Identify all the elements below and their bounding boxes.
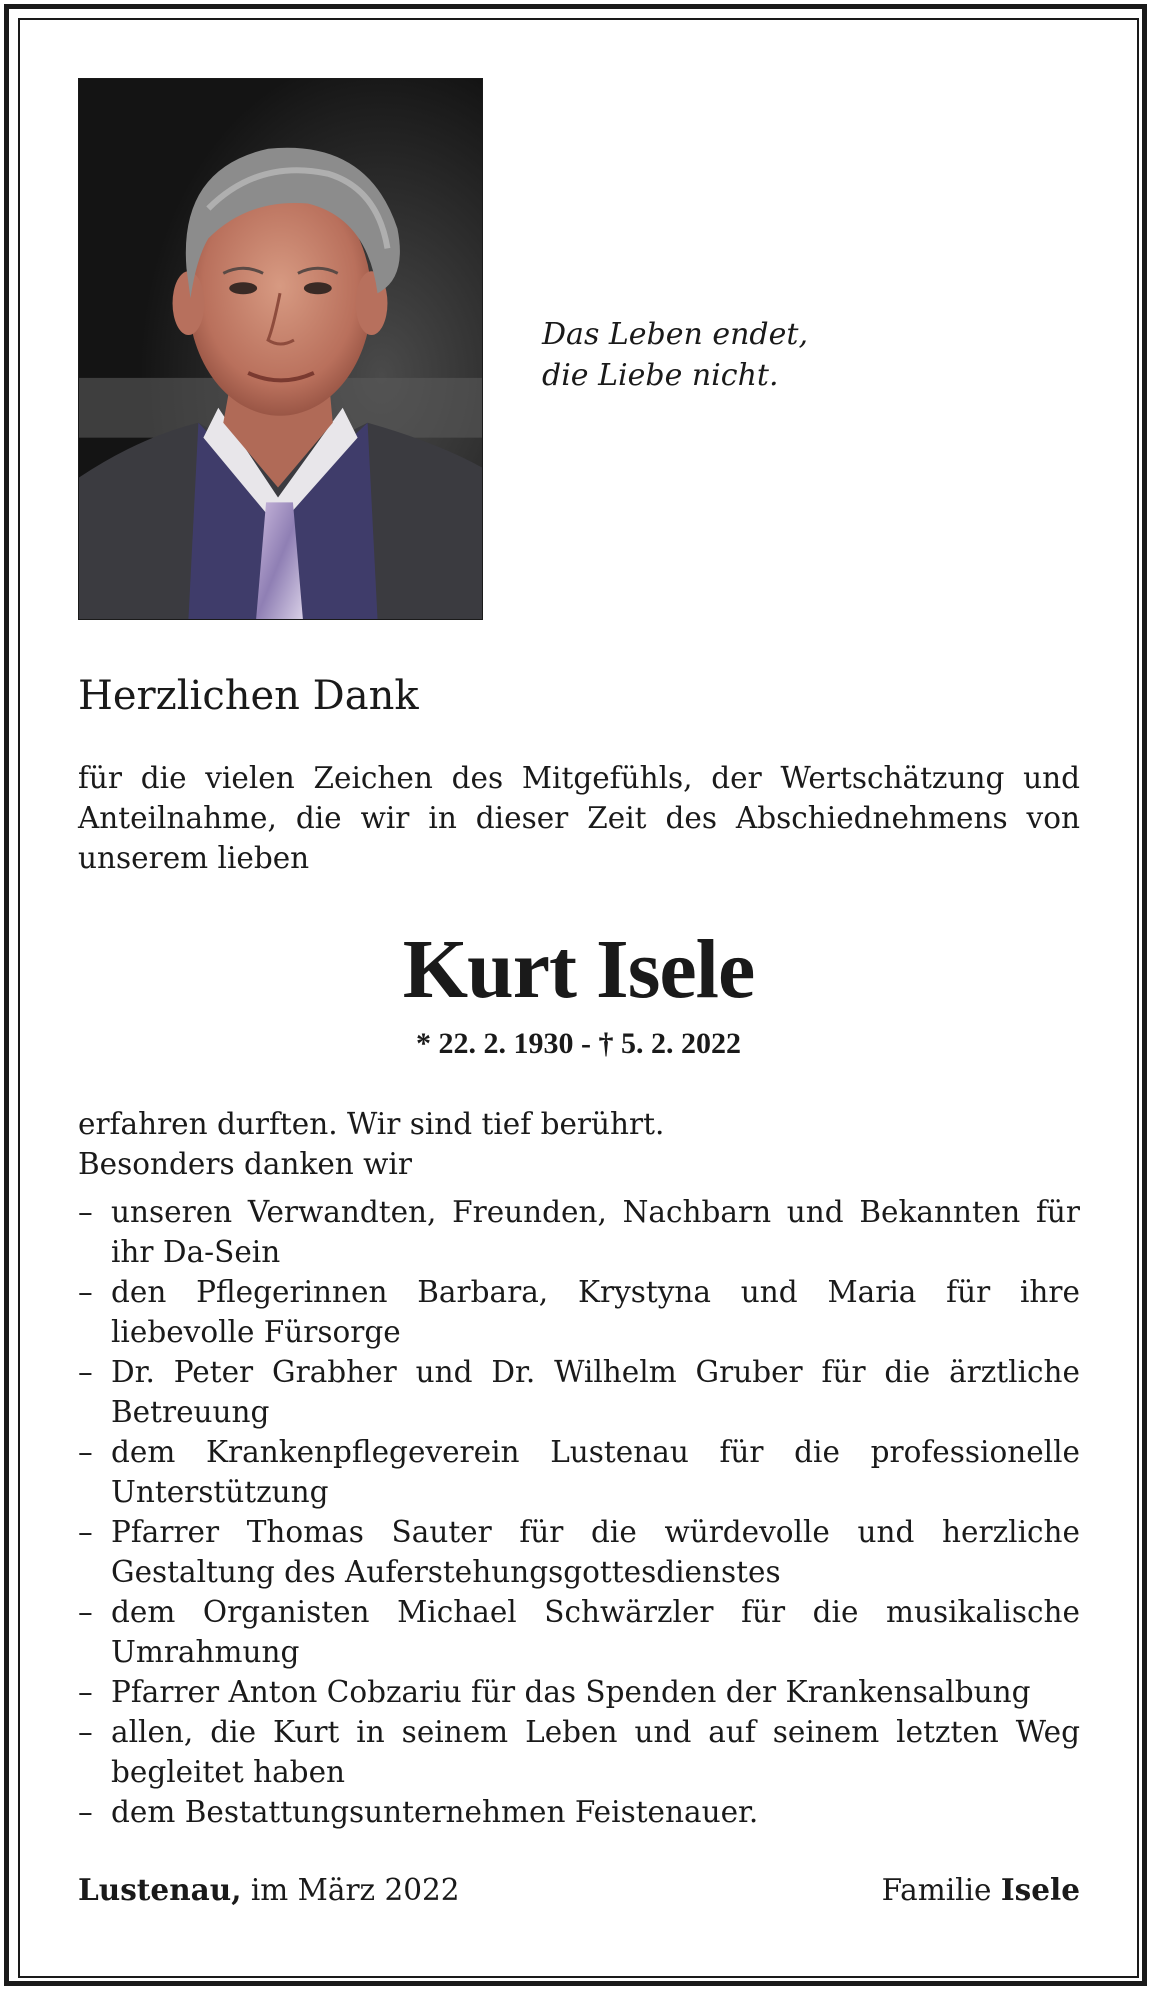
list-item bbox=[78, 1712, 1080, 1792]
dash-bullet: – bbox=[78, 1595, 93, 1629]
thanks-heading: Herzlichen Dank bbox=[78, 673, 419, 719]
motto-line-1: Das Leben endet, bbox=[542, 317, 808, 352]
list-item-text: Pfarrer Thomas Sauter für die würdevolle und herzliche Gestaltung des Auferstehungsgottesdienstes bbox=[111, 1515, 1080, 1589]
deceased-name: Kurt Isele bbox=[402, 923, 755, 1016]
motto-quote bbox=[542, 314, 962, 396]
list-item-text: dem Bestattungsunternehmen Feistenauer. bbox=[111, 1795, 759, 1829]
list-item bbox=[78, 1272, 1080, 1352]
list-item bbox=[78, 1192, 1080, 1272]
motto-line-2: die Liebe nicht. bbox=[542, 358, 779, 393]
dash-bullet: – bbox=[78, 1355, 93, 1389]
date-text: im März 2022 bbox=[241, 1873, 460, 1907]
list-item bbox=[78, 1432, 1080, 1512]
dash-bullet: – bbox=[78, 1435, 93, 1469]
signature-footer bbox=[78, 1870, 1080, 1914]
place-date bbox=[78, 1870, 460, 1910]
place-name: Lustenau, bbox=[78, 1872, 242, 1907]
list-item bbox=[78, 1792, 1080, 1832]
list-item-text: Dr. Peter Grabher und Dr. Wilhelm Gruber für die ärztliche Betreuung bbox=[111, 1355, 1080, 1429]
list-item bbox=[78, 1672, 1080, 1712]
list-item-text: den Pflegerinnen Barbara, Krystyna und Maria für ihre liebevolle Fürsorge bbox=[111, 1275, 1080, 1349]
portrait-photo-icon bbox=[79, 79, 482, 619]
list-item-text: dem Organisten Michael Schwärzler für die musikalische Umrahmung bbox=[111, 1595, 1080, 1669]
family-signature bbox=[882, 1870, 1080, 1910]
after-name-paragraph bbox=[78, 1104, 1080, 1184]
list-item-text: dem Krankenpflegeverein Lustenau für die professionelle Unterstützung bbox=[111, 1435, 1080, 1509]
dash-bullet: – bbox=[78, 1195, 93, 1229]
list-item-text: unseren Verwandten, Freunden, Nachbarn und Bekannten für ihr Da-Sein bbox=[111, 1195, 1080, 1269]
dash-bullet: – bbox=[78, 1795, 93, 1829]
family-prefix: Familie bbox=[881, 1873, 1001, 1907]
dash-bullet: – bbox=[78, 1515, 93, 1549]
list-item bbox=[78, 1592, 1080, 1672]
list-item bbox=[78, 1512, 1080, 1592]
dash-bullet: – bbox=[78, 1675, 93, 1709]
list-item-text: Pfarrer Anton Cobzariu für das Spenden der Krankensalbung bbox=[111, 1675, 1031, 1709]
after-name-line-2: Besonders danken wir bbox=[78, 1147, 412, 1181]
life-dates: * 22. 2. 1930 - † 5. 2. 2022 bbox=[416, 1027, 741, 1060]
portrait-photo bbox=[78, 78, 483, 620]
intro-paragraph: für die vielen Zeichen des Mitgefühls, der Wertschätzung und Anteilnahme, die wir in dieser Zeit des Abschiednehmens von unserem lieben bbox=[78, 761, 1080, 875]
dash-bullet: – bbox=[78, 1715, 93, 1749]
family-name: Isele bbox=[1000, 1872, 1080, 1907]
thanks-list bbox=[78, 1192, 1080, 1832]
list-item-text: allen, die Kurt in seinem Leben und auf seinem letzten Weg begleitet haben bbox=[111, 1715, 1080, 1789]
dash-bullet: – bbox=[78, 1275, 93, 1309]
after-name-line-1: erfahren durften. Wir sind tief berührt. bbox=[78, 1107, 665, 1141]
list-item bbox=[78, 1352, 1080, 1432]
